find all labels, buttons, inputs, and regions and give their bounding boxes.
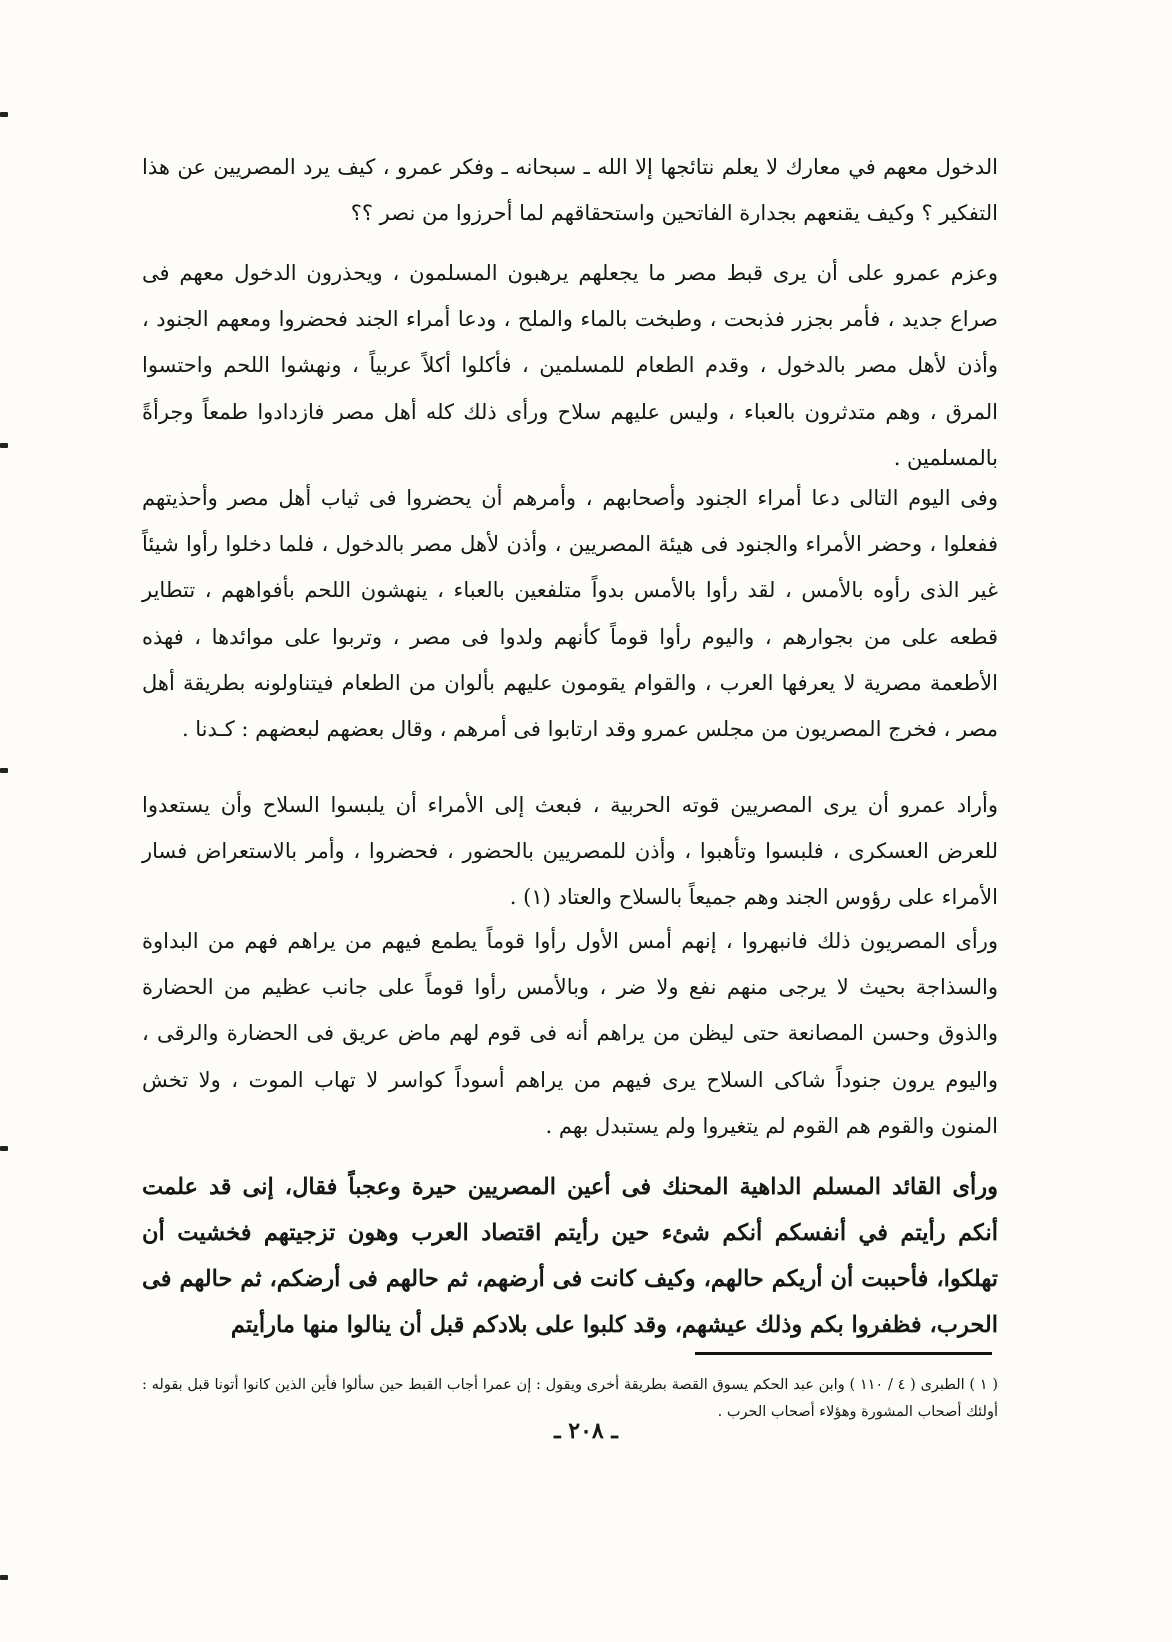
paragraph-5-text: ورأى المصريون ذلك فانبهروا ، إنهم أمس الأول رأوا قوماً يطمع فيهم من يراهم فهم من البداوة والسذاجة بحيث لا يرجى منهم نفع ولا ضر ، وبالأمس رأوا قوماً على جانب عظيم من الحضارة والذوق وحسن المصانعة حتى ليظن من يراهم أنه فى قوم لهم ماض عريق فى الحضارة والرقى ، واليوم يرون جنوداً شاكى السلاح يرى فيهم من يراهم أسوداً كواسر لا تهاب الموت ، ولا تخش المنون والقوم هم القوم لم يتغيروا ولم يستبدل بهم .	[142, 929, 998, 1138]
paragraph-2	[142, 250, 998, 481]
paragraph-1-text: الدخول معهم في معارك لا يعلم نتائجها إلا الله ـ سبحانه ـ وفكر عمرو ، كيف يرد المصريين عن هذا التفكير ؟ وكيف يقنعهم بجدارة الفاتحين واستحقاقهم لما أحرزوا من نصر ؟؟	[142, 155, 998, 226]
footnote: ( ١ ) الطبرى ( ٤ / ١١٠ ) وابن عبد الحكم يسوق القصة بطريقة أخرى ويقول : إن عمرا أجاب القبط حين سألوا فأين الذين كانوا أتونا قبل بقوله : أولئك أصحاب المشورة وهؤلاء أصحاب الحرب .	[142, 1377, 998, 1420]
scan-edge-mark	[0, 1146, 8, 1151]
footnote-divider	[695, 1352, 992, 1355]
paragraph-3-text: وفى اليوم التالى دعا أمراء الجنود وأصحابهم ، وأمرهم أن يحضروا فى ثياب أهل مصر وأحذيتهم ففعلوا ، وحضر الأمراء والجنود فى هيئة المصريين ، وأذن لأهل مصر بالدخول ، فلما دخلوا رأوا شيئاً غير الذى رأوه بالأمس ، لقد رأوا بالأمس بدواً متلفعين بالعباء ، ينهشون اللحم بأفواههم ، تتطاير قطعه على من بجوارهم ، واليوم رأوا قوماً كأنهم ولدوا فى مصر ، وتربوا على موائدها ، فهذه الأطعمة مصرية لا يعرفها العرب ، والقوام يقومون عليهم بألوان من الطعام فيتناولونه بطريقة أهل مصر ، فخرج المصريون من مجلس عمرو وقد ارتابوا فى أمرهم ، وقال بعضهم لبعضهم : كـدنا .	[142, 486, 998, 742]
scan-edge-mark	[0, 112, 8, 117]
paragraph-6-bold	[142, 1164, 998, 1348]
paragraph-4-text: وأراد عمرو أن يرى المصريين قوته الحربية ، فبعث إلى الأمراء أن يلبسوا السلاح وأن يستعدوا للعرض العسكرى ، فلبسوا وتأهبوا ، وأذن للمصريين بالحضور ، فحضروا ، وأمر بالاستعراض فسار الأمراء على رؤوس الجند وهم جميعاً بالسلاح والعتاد (١) .	[142, 793, 998, 910]
scan-edge-mark	[0, 1575, 8, 1580]
paragraph-4	[142, 782, 998, 921]
paragraph-1	[142, 144, 998, 236]
paragraph-2-text: وعزم عمرو على أن يرى قبط مصر ما يجعلهم يرهبون المسلمون ، ويحذرون الدخول معهم فى صراع جديد ، فأمر بجزر فذبحت ، وطبخت بالماء والملح ، ودعا أمراء الجند فحضروا ومعهم الجنود ، وأذن لأهل مصر بالدخول ، وقدم الطعام للمسلمين ، فأكلوا أكلاً عربياً ، ونهشوا اللحم واحتسوا المرق ، وهم متدثرون بالعباء ، وليس عليهم سلاح ورأى ذلك كله أهل مصر فازدادوا طمعاً وجرأةً بالمسلمين .	[142, 261, 998, 470]
paragraph-6-text: ورأى القائد المسلم الداهية المحنك فى أعين المصريين حيرة وعجباً فقال، إنى قد علمت أنكم رأيتم في أنفسكم أنكم شئء حين رأيتم اقتصاد العرب وهون تزجيتهم فخشيت أن تهلكوا، فأحببت أن أريكم حالهم، وكيف كانت فى أرضهم، ثم حالهم فى أرضكم، ثم حالهم فى الحرب، فظفروا بكم وذلك عيشهم، وقد كلبوا على بلادكم قبل أن ينالوا منها مارأيتم	[142, 1174, 998, 1338]
page-number: ـ ٢٠٨ ـ	[554, 1418, 618, 1444]
scan-edge-mark	[0, 768, 8, 773]
paragraph-3	[142, 475, 998, 752]
paragraph-5	[142, 918, 998, 1149]
scan-edge-mark	[0, 443, 8, 448]
